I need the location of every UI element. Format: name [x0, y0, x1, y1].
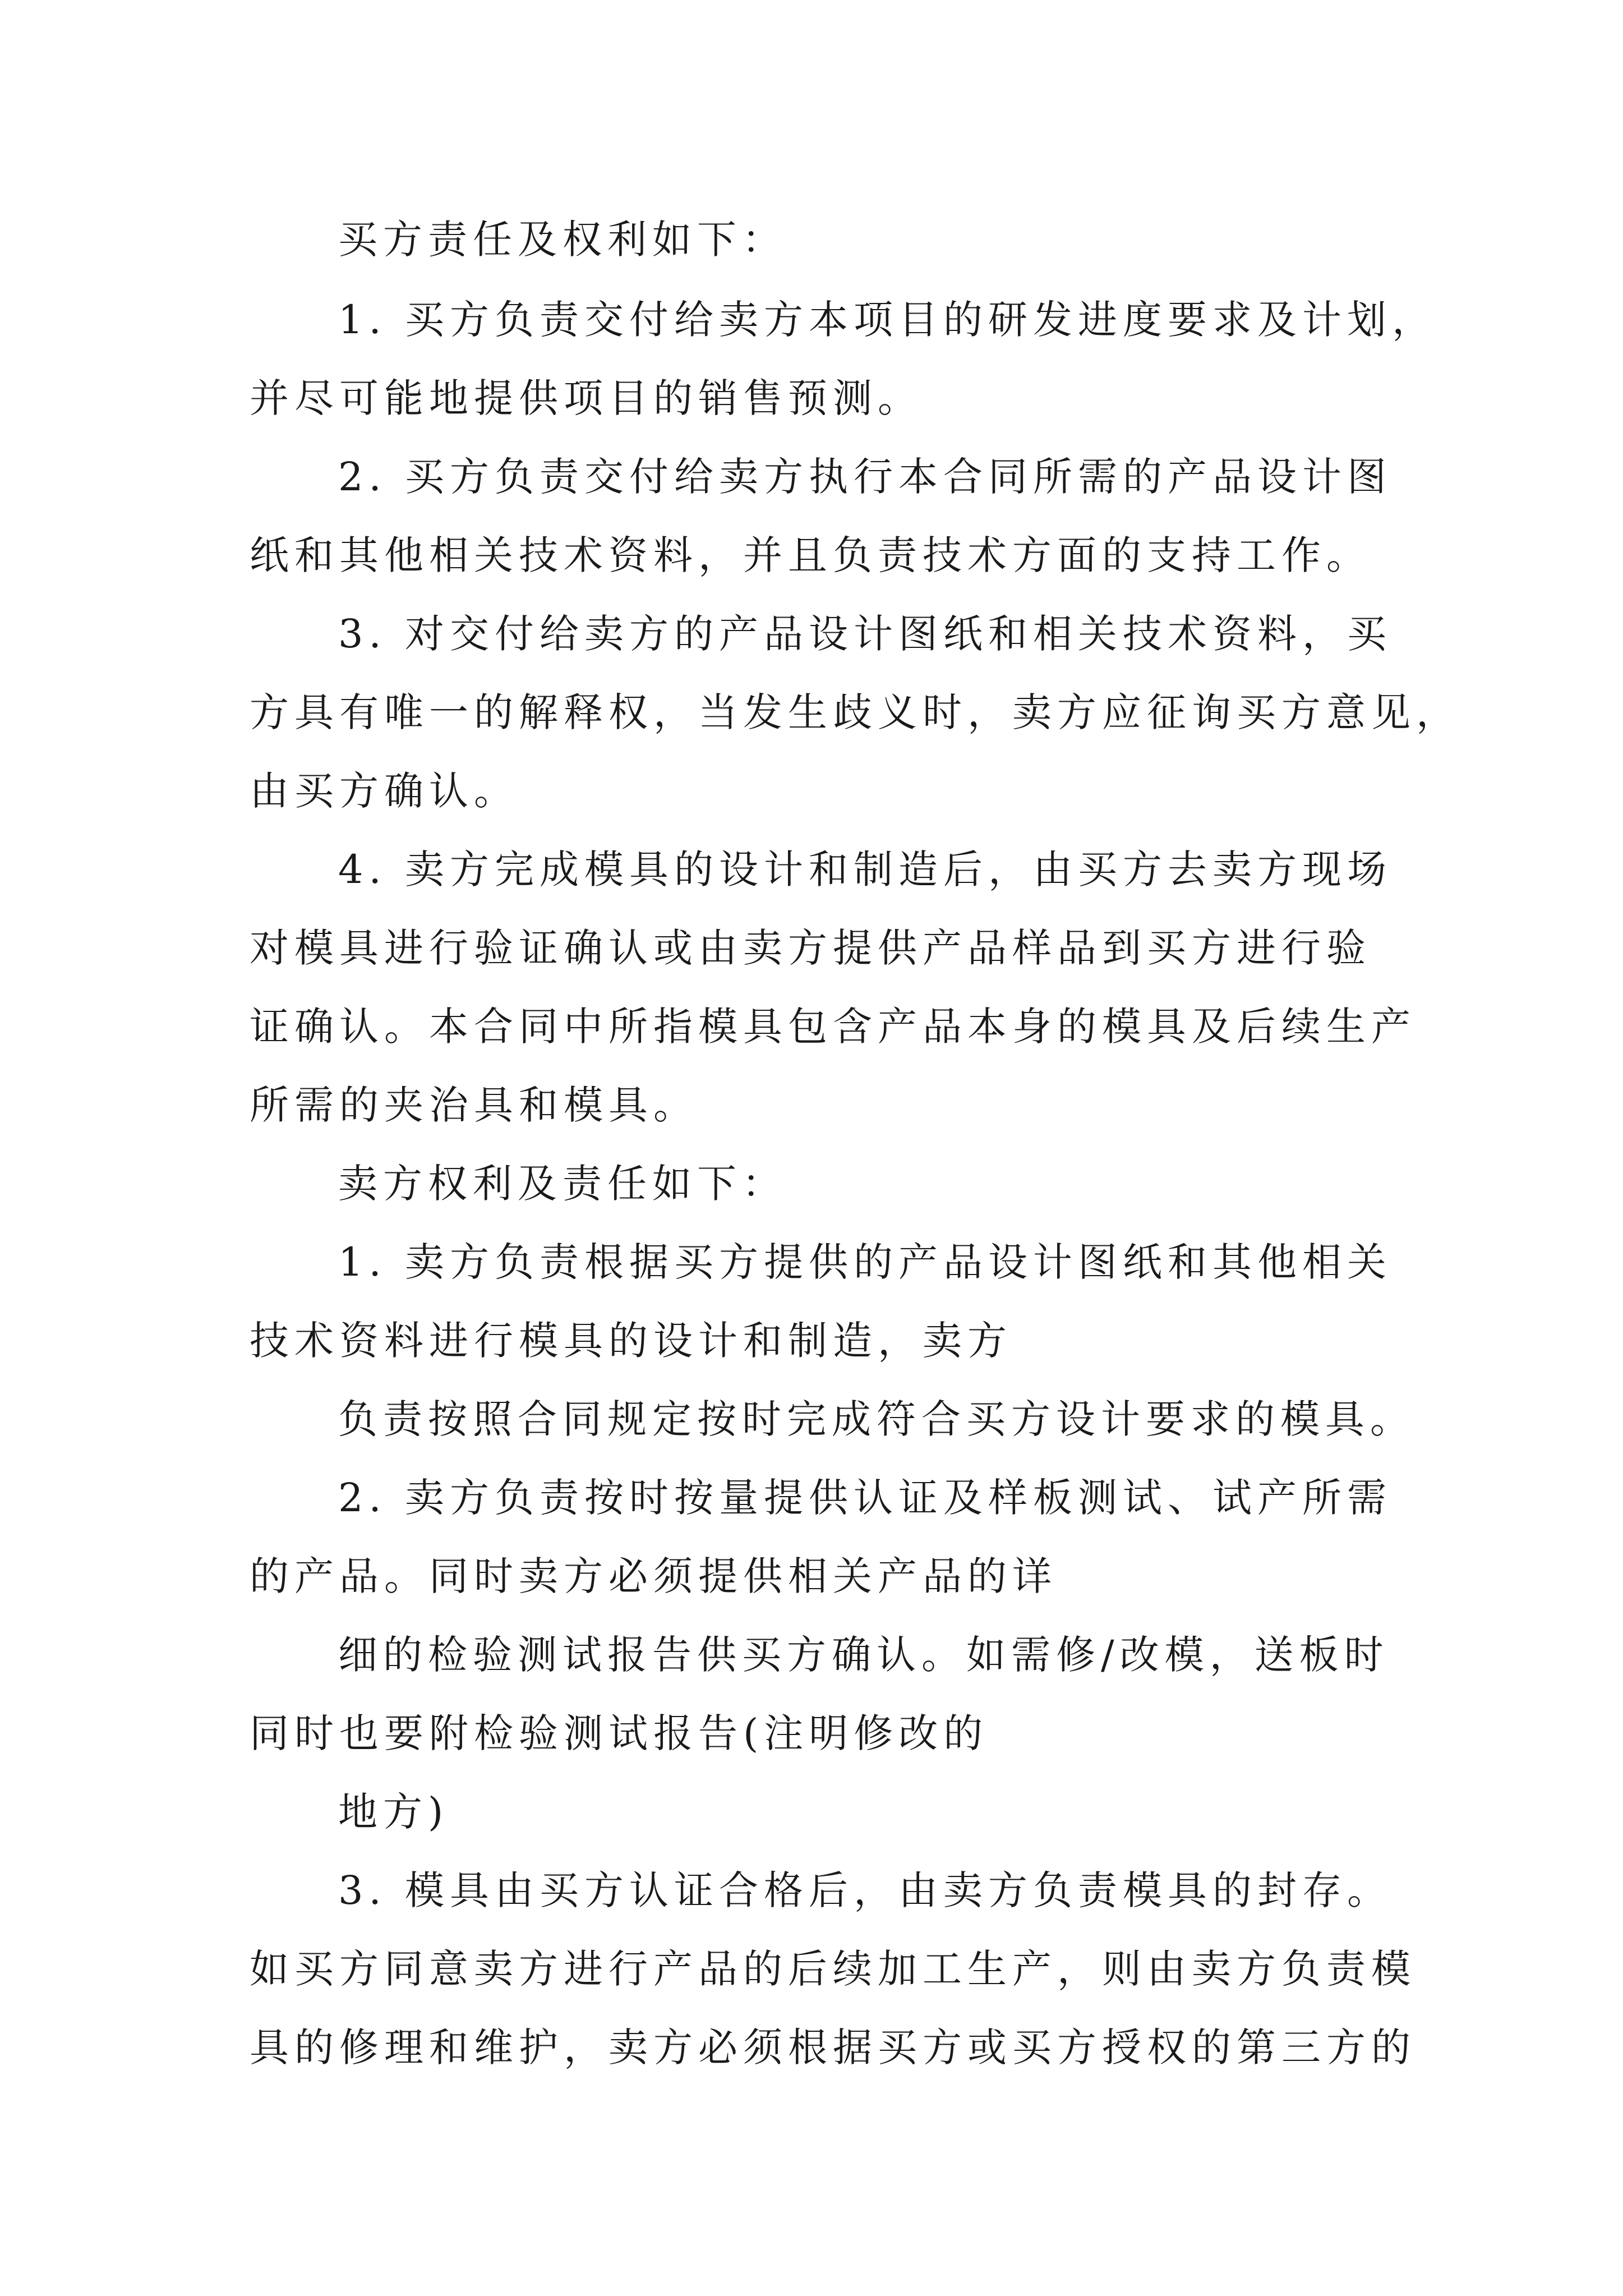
paragraph-line: 具的修理和维护，卖方必须根据买方或买方授权的第三方的	[250, 2024, 1416, 2070]
paragraph-line: 所需的夹治具和模具。	[250, 1082, 698, 1128]
paragraph-line: 细的检验测试报告供买方确认。如需修/改模，送板时	[338, 1632, 1389, 1678]
paragraph-line: 2. 卖方负责按时按量提供认证及样板测试、试产所需	[338, 1475, 1393, 1521]
paragraph-line: 2. 买方负责交付给卖方执行本合同所需的产品设计图	[338, 454, 1393, 500]
paragraph-line: 由买方确认。	[250, 768, 519, 814]
paragraph-line: 1. 卖方负责根据买方提供的产品设计图纸和其他相关	[338, 1239, 1393, 1285]
paragraph-line: 3. 模具由买方认证合格后，由卖方负责模具的封存。	[338, 1867, 1393, 1913]
paragraph-line: 4. 卖方完成模具的设计和制造后，由买方去卖方现场	[338, 846, 1393, 892]
paragraph-line: 对模具进行验证确认或由卖方提供产品样品到买方进行验	[250, 925, 1371, 971]
paragraph-line: 地方)	[338, 1789, 449, 1835]
paragraph-line: 纸和其他相关技术资料，并且负责技术方面的支持工作。	[250, 532, 1371, 578]
paragraph-line: 技术资料进行模具的设计和制造，卖方	[250, 1318, 1012, 1364]
seller-section-heading: 卖方权利及责任如下：	[338, 1161, 787, 1207]
paragraph-line: 3. 对交付给卖方的产品设计图纸和相关技术资料，买	[338, 611, 1393, 657]
paragraph-line: 的产品。同时卖方必须提供相关产品的详	[250, 1553, 1057, 1599]
paragraph-line: 方具有唯一的解释权，当发生歧义时，卖方应征询买方意见，	[250, 689, 1461, 735]
paragraph-line: 同时也要附检验测试报告(注明修改的	[250, 1710, 989, 1756]
paragraph-line: 如买方同意卖方进行产品的后续加工生产，则由卖方负责模	[250, 1946, 1416, 1992]
buyer-section-heading: 买方责任及权利如下：	[338, 217, 787, 263]
paragraph-line: 负责按照合同规定按时完成符合买方设计要求的模具。	[338, 1396, 1415, 1442]
paragraph-line: 1. 买方负责交付给卖方本项目的研发进度要求及计划，	[338, 297, 1437, 343]
paragraph-line: 并尽可能地提供项目的销售预测。	[250, 375, 923, 421]
paragraph-line: 证确认。本合同中所指模具包含产品本身的模具及后续生产	[250, 1004, 1416, 1050]
